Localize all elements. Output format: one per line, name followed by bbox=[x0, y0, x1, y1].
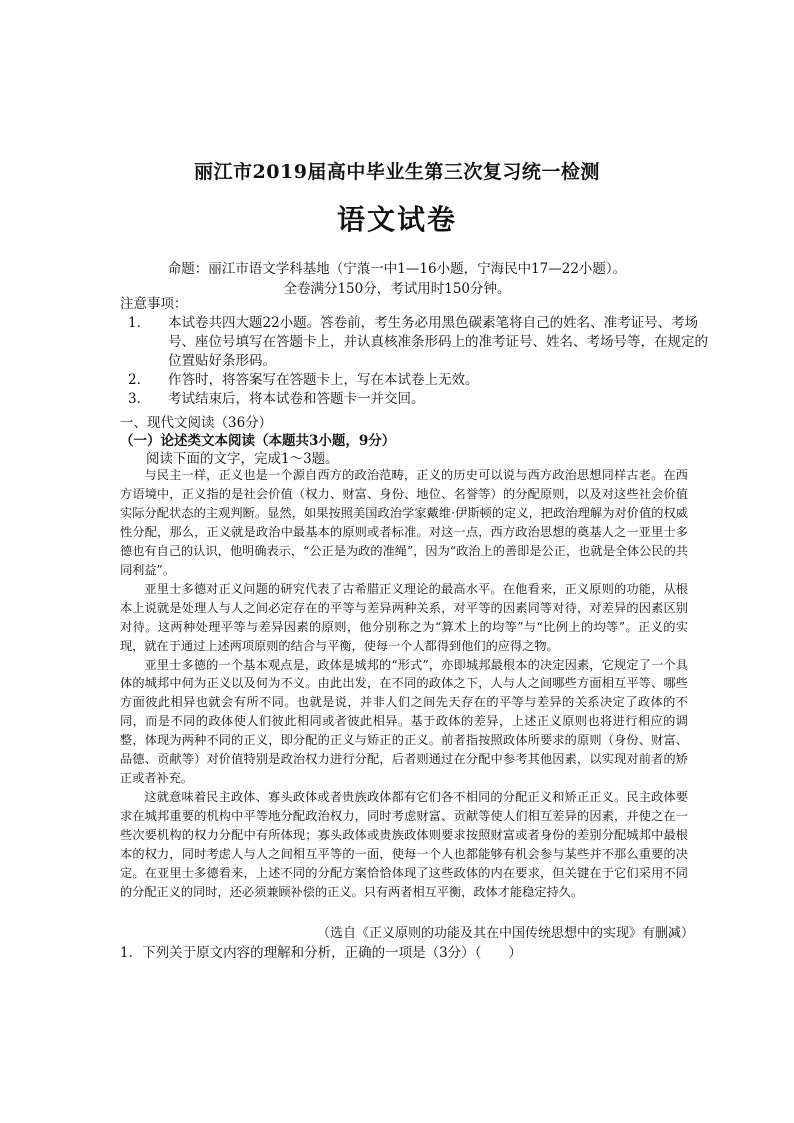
passage-paragraph: 亚里士多德的一个基本观点是，政体是城邦的“形式”，亦即城邦最根本的决定因素，它规定了一个具体的城邦中何为正义以及何为不义。由此出发，在不同的政体之下，人与人之间哪些方面相互平等、哪些方面彼此相异也就会有所不同。也就是说，并非人们之间先天存在的平等与差异的关系决定了政体的不同，而是不同的政体使人们彼此相同或者彼此相异。基于政体的差异，上述正义原则也将进行相应的调整，体现为两种不同的正义，即分配的正义与矫正的正义。前者指按照政体所要求的原则（身份、财富、品德、贡献等）对价值特别是政治权力进行分配，后者则通过在分配中参考其他因素，以实现对前者的矫正或者补充。 bbox=[120, 657, 688, 786]
notice-item-number: 2． bbox=[128, 372, 151, 388]
notice-item-2 bbox=[128, 371, 708, 390]
author-line: 命题：丽江市语文学科基地（宁蒗一中1—16小题，宁海民中17—22小题）。 bbox=[167, 261, 627, 277]
notice-item-number: 3． bbox=[128, 391, 151, 407]
part-title: 一、现代文阅读（36分） bbox=[120, 415, 273, 431]
reading-passage bbox=[120, 466, 688, 902]
passage-paragraph: 这就意味着民主政体、寡头政体或者贵族政体都有它们各不相同的分配正义和矫正正义。民主政体要求在城邦重要的机构中平等地分配政治权力，同时考虑财富、贡献等使人们相互差异的因素，并使之在一些次要机构的权力分配中有所体现；寡头政体或贵族政体则要求按照财富或者身份的差别分配城邦中最根本的权力，同时考虑人与人之间相互平等的一面，使每一个人也都能够有机会参与某些并不那么重要的决定。在亚里士多德看来，上述不同的分配方案恰恰体现了这些政体的内在要求，但关键在于它们采用不同的分配正义的同时，还必须兼顾补偿的正义。只有两者相互平衡，政体才能稳定持久。 bbox=[120, 790, 688, 899]
notice-heading: 注意事项： bbox=[120, 296, 188, 312]
notice-item-number: 1． bbox=[128, 315, 151, 331]
question-1: 1．下列关于原文内容的理解和分析，正确的一项是（3分）（ ） bbox=[120, 945, 522, 961]
section-title: （一）论述类文本阅读（本题共3小题，9分） bbox=[120, 433, 396, 449]
passage-source: （选自《正义原则的功能及其在中国传统思想中的实现》有删减） bbox=[316, 926, 694, 941]
exam-subject-title: 语文试卷 bbox=[336, 203, 457, 236]
passage-paragraph: 与民主一样，正义也是一个源自西方的政治范畴，正义的历史可以说与西方政治思想同样古老。在西方语境中，正义指的是社会价值（权力、财富、身份、地位、名誉等）的分配原则，以及对这些社会价值实际分配状态的主观判断。显然，如果按照美国政治学家戴维·伊斯顿的定义，把政治理解为对价值的权威性分配，那么，正义就是政治中最基本的原则或者标准。对这一点，西方政治思想的奠基人之一亚里士多德也有自己的认识，他明确表示，“公正是为政的准绳”，因为“政治上的善即是公正，也就是全体公民的共同利益”。 bbox=[120, 468, 688, 577]
passage-paragraph: 亚里士多德对正义问题的研究代表了古希腊正义理论的最高水平。在他看来，正义原则的功能，从根本上说就是处理人与人之间必定存在的平等与差异两种关系，对平等的因素同等对待，对差异的因素区别对待。这两种处理平等与差异因素的原则，他分别称之为“算术上的均等”与“比例上的均等”。正义的实现，就在于通过上述两项原则的结合与平衡，使每一个人都得到他们的应得之物。 bbox=[120, 581, 688, 653]
notice-item-text: 作答时，将答案写在答题卡上，写在本试卷上无效。 bbox=[168, 372, 479, 388]
notice-item-1 bbox=[128, 314, 708, 371]
notice-item-text: 考试结束后，将本试卷和答题卡一并交回。 bbox=[168, 391, 425, 407]
score-line: 全卷满分150分，考试用时150分钟。 bbox=[283, 281, 511, 297]
notice-item-text: 本试卷共四大题22小题。答卷前，考生务必用黑色碳素笔将自己的姓名、准考证号、考场号、座位号填写在答题卡上，并认真核准条形码上的准考证号、姓名、考场号等，在规定的位置贴好条形码。 bbox=[168, 315, 708, 369]
reading-instruction: 阅读下面的文字，完成1～3题。 bbox=[146, 451, 339, 467]
exam-title: 丽江市2019届高中毕业生第三次复习统一检测 bbox=[194, 161, 600, 183]
notice-item-3 bbox=[128, 390, 708, 409]
